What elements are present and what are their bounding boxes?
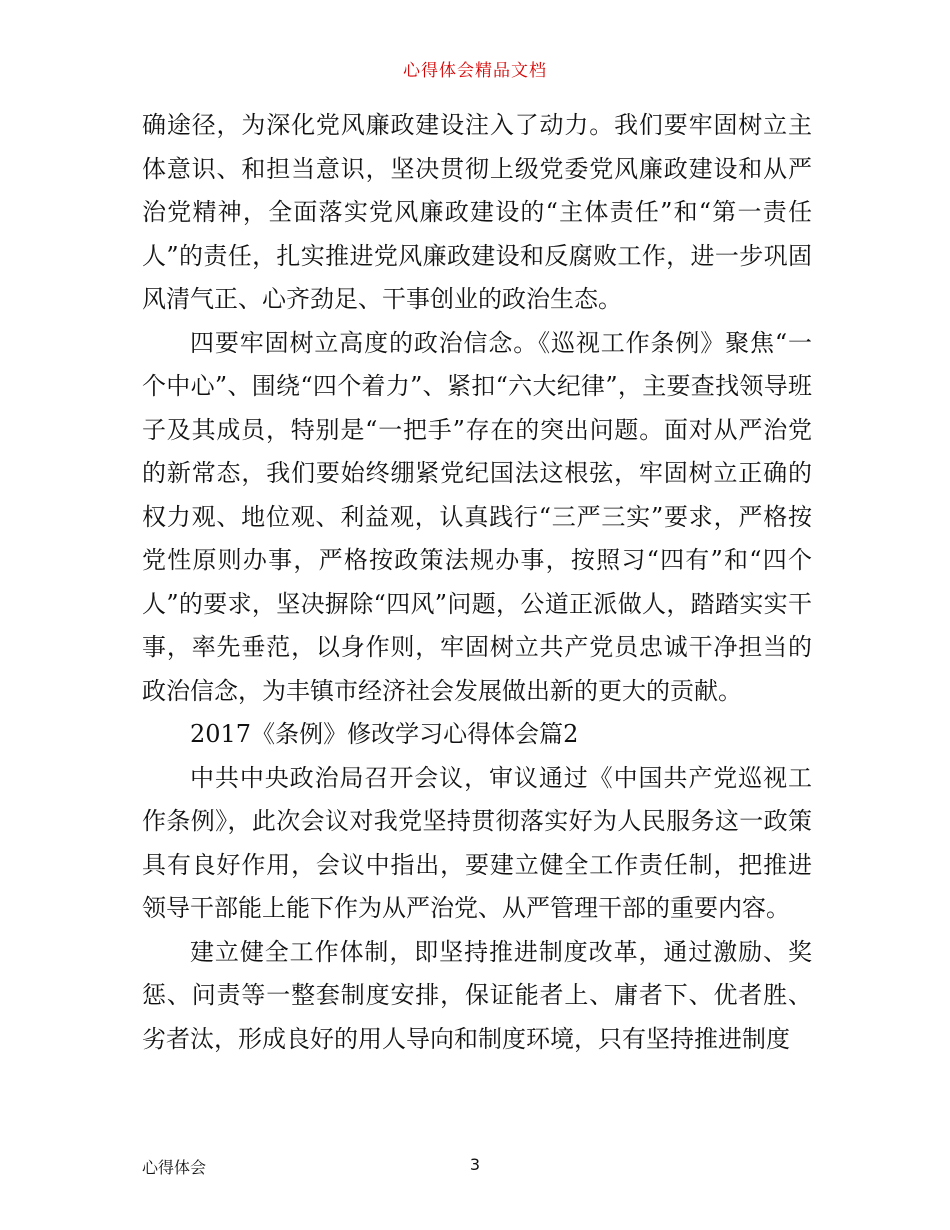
page-header-title: 心得体会精品文档 bbox=[403, 61, 547, 81]
body-paragraph-4: 建立健全工作体制，即坚持推进制度改革，通过激励、奖惩、问责等一整套制度安排，保证能者上、庸者下、优者胜、劣者汰，形成良好的用人导向和制度环境，只有坚持推进制度 bbox=[142, 937, 812, 1053]
footer-label: 心得体会 bbox=[142, 1158, 207, 1177]
body-paragraph-2: 四要牢固树立高度的政治信念。《巡视工作条例》聚焦“一个中心”、围绕“四个着力”、紧扣“六大纪律”，主要查找领导班子及其成员，特别是“一把手”存在的突出问题。面对从严治党的新常态，我们要始终绷紧党纪国法这根弦，牢固树立正确的权力观、地位观、利益观，认真践行“三严三实”要求，严格按党性原则办事，严格按政策法规办事，按照习“四有”和“四个人”的要求，坚决摒除“四风”问题，公道正派做人，踏踏实实干事，率先垂范，以身作则，牢固树立共产党员忠诚干净担当的政治信念，为丰镇市经济社会发展做出新的更大的贡献。 bbox=[142, 328, 812, 705]
body-paragraph-1: 确途径，为深化党风廉政建设注入了动力。我们要牢固树立主体意识、和担当意识，坚决贯彻上级党委党风廉政建设和从严治党精神，全面落实党风廉政建设的“主体责任”和“第一责任人”的责任，扎实推进党风廉政建设和反腐败工作，进一步巩固风清气正、心齐劲足、干事创业的政治生态。 bbox=[142, 111, 812, 313]
body-paragraph-3: 中共中央政治局召开会议，审议通过《中国共产党巡视工作条例》，此次会议对我党坚持贯彻落实好为人民服务这一政策具有良好作用，会议中指出，要建立健全工作责任制，把推进领导干部能上能下作为从严治党、从严管理干部的重要内容。 bbox=[142, 763, 812, 922]
section-heading: 2017《条例》修改学习心得体会篇2 bbox=[190, 720, 579, 748]
page-number: 3 bbox=[469, 1155, 481, 1174]
document-body bbox=[142, 104, 812, 1061]
